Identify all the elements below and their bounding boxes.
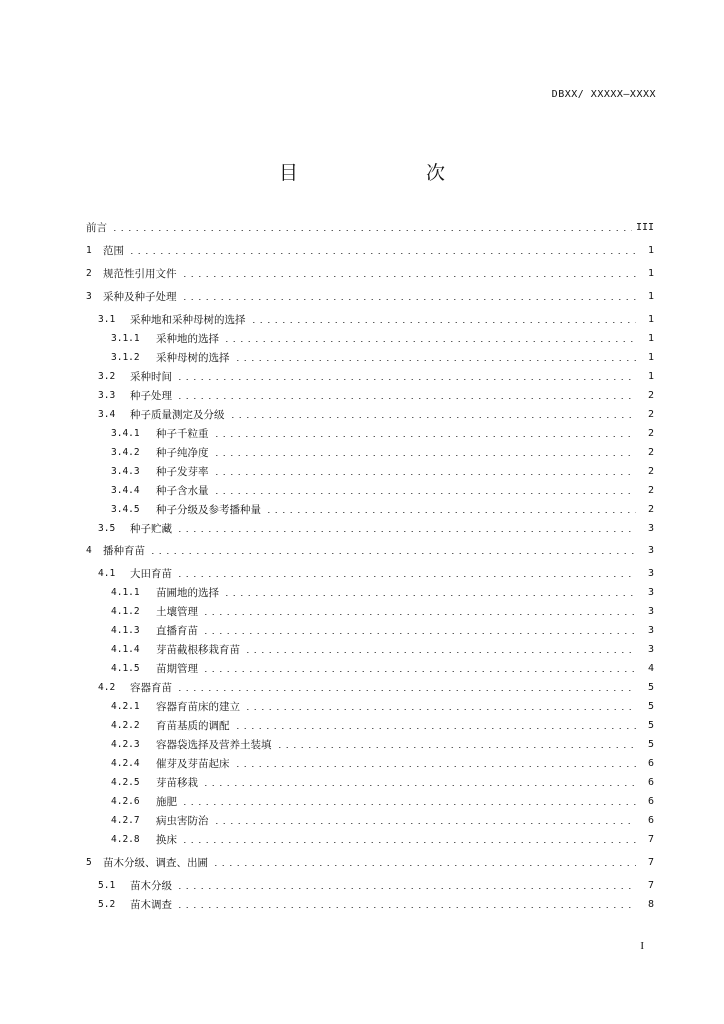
toc-entry[interactable]: [86, 481, 654, 500]
dot-leader: [111, 230, 632, 231]
toc-entry-number: 4.2.1: [111, 701, 140, 713]
toc-entry-label: 种子纯净度: [156, 446, 209, 459]
toc-entry-label: 土壤管理: [156, 606, 198, 619]
toc-entry-label: 前言: [86, 221, 107, 234]
toc-entry-page: 3: [647, 625, 654, 637]
dot-leader: [234, 360, 637, 361]
toc-entry-number: 1: [86, 244, 92, 256]
toc-entry-number: 4.2.4: [111, 758, 140, 770]
toc-entry-number: 3.4.5: [111, 503, 140, 515]
dot-leader: [181, 804, 636, 805]
toc-entry-page: 3: [647, 522, 654, 534]
toc-entry[interactable]: [86, 830, 654, 849]
toc-entry[interactable]: [86, 735, 654, 754]
dot-leader: [234, 766, 637, 767]
toc-entry[interactable]: [86, 218, 654, 237]
toc-entry[interactable]: [86, 241, 654, 260]
toc-entry-number: 4.2: [98, 682, 116, 694]
dot-leader: [176, 576, 636, 577]
toc-entry-page: 5: [647, 682, 654, 694]
toc-entry-page: 6: [647, 758, 654, 770]
toc-entry-number: 5.1: [98, 879, 116, 891]
dot-leader: [181, 276, 637, 277]
toc-entry[interactable]: [86, 640, 654, 659]
toc-entry[interactable]: [86, 659, 654, 678]
dot-leader: [213, 455, 637, 456]
dot-leader: [234, 728, 637, 729]
toc-entry-page: 7: [647, 879, 654, 891]
toc-entry-number: 5.2: [98, 898, 116, 910]
toc-entry-number: 3.2: [98, 370, 116, 382]
toc-entry-label: 容器育苗: [130, 682, 172, 695]
dot-leader: [176, 379, 636, 380]
toc-entry-page: 7: [647, 834, 654, 846]
toc-entry[interactable]: [86, 443, 654, 462]
toc-entry-label: 规范性引用文件: [103, 267, 177, 280]
toc-entry-label: 催芽及芽苗起床: [156, 758, 230, 771]
toc-entry-label: 苗木分级、调查、出圃: [103, 856, 208, 869]
toc-entry-page: III: [635, 221, 654, 233]
toc-entry-label: 施肥: [156, 796, 177, 809]
toc-entry-page: 3: [647, 545, 654, 557]
dot-leader: [276, 747, 637, 748]
toc-entry-label: 育苗基质的调配: [156, 720, 230, 733]
toc-entry-number: 3.4.2: [111, 446, 140, 458]
toc-entry-label: 芽苗截根移栽育苗: [156, 644, 240, 657]
toc-entry[interactable]: [86, 519, 654, 538]
toc-entry-number: 4.1.5: [111, 663, 140, 675]
toc-entry-label: 容器袋选择及营养土装填: [156, 739, 272, 752]
toc-entry-page: 2: [647, 484, 654, 496]
dot-leader: [202, 633, 636, 634]
dot-leader: [181, 299, 637, 300]
toc-entry-label: 苗圃地的选择: [156, 587, 219, 600]
toc-entry-page: 3: [647, 606, 654, 618]
toc-entry-label: 苗木分级: [130, 879, 172, 892]
dot-leader: [212, 865, 636, 866]
toc-entry-label: 容器育苗床的建立: [156, 701, 240, 714]
dot-leader: [176, 398, 636, 399]
toc-entry-page: 8: [647, 898, 654, 910]
toc-entry[interactable]: [86, 462, 654, 481]
toc-entry-label: 换床: [156, 834, 177, 847]
dot-leader: [213, 474, 637, 475]
toc-entry[interactable]: [86, 773, 654, 792]
toc-entry-label: 种子质量测定及分级: [130, 408, 225, 421]
toc-entry-label: 种子含水量: [156, 484, 209, 497]
toc-entry-page: 3: [647, 587, 654, 599]
dot-leader: [176, 907, 636, 908]
toc-entry-page: 5: [647, 720, 654, 732]
toc-entry-label: 大田育苗: [130, 568, 172, 581]
toc-entry[interactable]: [86, 310, 654, 329]
toc-entry-number: 3.4.4: [111, 484, 140, 496]
dot-leader: [213, 493, 637, 494]
toc-entry[interactable]: [86, 792, 654, 811]
toc-entry[interactable]: [86, 264, 654, 283]
dot-leader: [229, 417, 637, 418]
dot-leader: [181, 842, 636, 843]
toc-entry[interactable]: [86, 287, 654, 306]
toc-entry-page: 3: [647, 568, 654, 580]
dot-leader: [244, 709, 636, 710]
toc-entry-page: 6: [647, 777, 654, 789]
toc-entry-number: 3.1: [98, 313, 116, 325]
toc-entry-number: 4.2.5: [111, 777, 140, 789]
toc-entry-page: 1: [647, 370, 654, 382]
toc-entry-page: 2: [647, 389, 654, 401]
toc-entry[interactable]: [86, 542, 654, 561]
document-code: DBXX/ XXXXX—XXXX: [551, 89, 656, 100]
toc-entry[interactable]: [86, 583, 654, 602]
dot-leader: [213, 823, 637, 824]
dot-leader: [202, 614, 636, 615]
toc-entry-page: 1: [647, 290, 654, 302]
toc-entry-label: 播种育苗: [103, 545, 145, 558]
toc-entry-number: 4: [86, 545, 92, 557]
toc-entry-label: 种子处理: [130, 389, 172, 402]
dot-leader: [149, 553, 636, 554]
toc-entry-number: 3.3: [98, 389, 116, 401]
toc-entry-number: 4.2.2: [111, 720, 140, 732]
toc-entry[interactable]: [86, 621, 654, 640]
dot-leader: [265, 512, 636, 513]
toc-entry-number: 4.1.1: [111, 587, 140, 599]
toc-entry-page: 1: [647, 244, 654, 256]
dot-leader: [223, 341, 636, 342]
toc-entry-number: 4.1: [98, 568, 116, 580]
toc-entry-label: 采种地和采种母树的选择: [130, 313, 246, 326]
dot-leader: [244, 652, 636, 653]
toc-entry-page: 3: [647, 644, 654, 656]
toc-entry-number: 4.1.4: [111, 644, 140, 656]
toc-entry-number: 5: [86, 856, 92, 868]
toc-entry[interactable]: [86, 754, 654, 773]
toc-entry-page: 1: [647, 332, 654, 344]
toc-entry-page: 1: [647, 351, 654, 363]
toc-entry-label: 范围: [103, 244, 124, 257]
toc-entry-number: 4.1.3: [111, 625, 140, 637]
dot-leader: [202, 785, 636, 786]
toc-entry-number: 4.2.7: [111, 815, 140, 827]
toc-entry-label: 苗期管理: [156, 663, 198, 676]
toc-entry[interactable]: [86, 386, 654, 405]
toc-entry-page: 2: [647, 465, 654, 477]
page-title: 目 次: [278, 162, 475, 184]
toc-entry[interactable]: [86, 367, 654, 386]
toc-entry[interactable]: [86, 678, 654, 697]
toc-entry[interactable]: [86, 424, 654, 443]
toc-entry[interactable]: [86, 500, 654, 519]
toc-entry-number: 4.2.3: [111, 739, 140, 751]
toc-entry-page: 2: [647, 446, 654, 458]
dot-leader: [223, 595, 636, 596]
toc-entry-label: 芽苗移栽: [156, 777, 198, 790]
dot-leader: [213, 436, 637, 437]
toc-entry-number: 4.2.8: [111, 834, 140, 846]
toc-entry-label: 种子发芽率: [156, 465, 209, 478]
toc-entry-number: 3.5: [98, 522, 116, 534]
toc-entry-label: 病虫害防治: [156, 815, 209, 828]
toc-entry-number: 4.2.6: [111, 796, 140, 808]
toc-entry-number: 3.1.2: [111, 351, 140, 363]
toc-entry-page: 6: [647, 815, 654, 827]
toc-entry-page: 2: [647, 408, 654, 420]
toc-entry[interactable]: [86, 716, 654, 735]
toc-entry-page: 1: [647, 267, 654, 279]
toc-entry-page: 2: [647, 427, 654, 439]
toc-entry-label: 采种地的选择: [156, 332, 219, 345]
toc-entry[interactable]: [86, 348, 654, 367]
toc-entry-page: 4: [647, 663, 654, 675]
toc-entry-page: 5: [647, 701, 654, 713]
toc-entry-label: 种子千粒重: [156, 427, 209, 440]
dot-leader: [176, 690, 636, 691]
toc-entry[interactable]: [86, 811, 654, 830]
toc-entry-label: 直播育苗: [156, 625, 198, 638]
dot-leader: [176, 531, 636, 532]
toc-entry-page: 2: [647, 503, 654, 515]
dot-leader: [128, 253, 636, 254]
toc-entry[interactable]: [86, 564, 654, 583]
toc-entry-page: 7: [647, 856, 654, 868]
page-number: I: [640, 940, 644, 952]
toc-entry-label: 种子贮藏: [130, 522, 172, 535]
toc-entry[interactable]: [86, 895, 654, 914]
toc-entry-label: 苗木调查: [130, 898, 172, 911]
toc-entry[interactable]: [86, 697, 654, 716]
toc-entry[interactable]: [86, 602, 654, 621]
toc-entry[interactable]: [86, 853, 654, 872]
dot-leader: [250, 322, 637, 323]
toc-entry[interactable]: [86, 876, 654, 895]
toc-entry-label: 采种时间: [130, 370, 172, 383]
table-of-contents: [86, 218, 654, 914]
toc-entry-number: 3.4.1: [111, 427, 140, 439]
toc-entry[interactable]: [86, 405, 654, 424]
toc-entry-number: 3.1.1: [111, 332, 140, 344]
toc-entry[interactable]: [86, 329, 654, 348]
toc-entry-number: 3.4.3: [111, 465, 140, 477]
toc-entry-label: 种子分级及参考播种量: [156, 503, 261, 516]
toc-entry-page: 1: [647, 313, 654, 325]
toc-entry-number: 2: [86, 267, 92, 279]
toc-entry-number: 3.4: [98, 408, 116, 420]
toc-entry-page: 6: [647, 796, 654, 808]
dot-leader: [176, 888, 636, 889]
toc-entry-page: 5: [647, 739, 654, 751]
toc-entry-number: 3: [86, 290, 92, 302]
toc-entry-number: 4.1.2: [111, 606, 140, 618]
toc-entry-label: 采种及种子处理: [103, 290, 177, 303]
dot-leader: [202, 671, 636, 672]
toc-entry-label: 采种母树的选择: [156, 351, 230, 364]
